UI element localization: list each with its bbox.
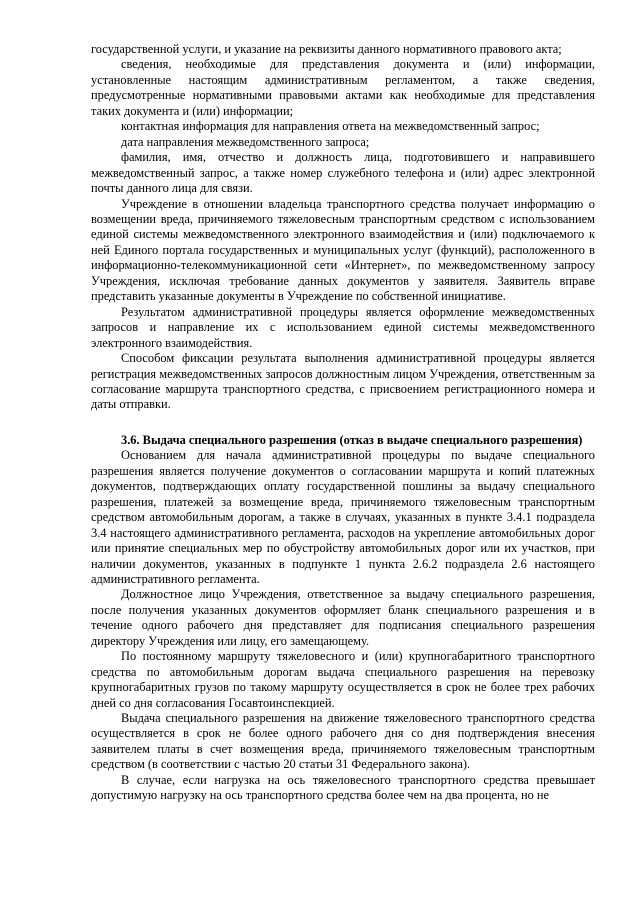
- paragraph-heavy-vehicle-permit: Выдача специального разрешения на движение тяжеловесного транспортного средства осуществляется в срок не более одного рабочего дня со дня подтверждения внесения заявителем платы в счет возмещения вреда, причиняемого тяжеловесным транспортным средством (в соответствии с частью 20 статьи 31 Федерального закона).: [91, 711, 595, 772]
- paragraph-damage-compensation-info: Учреждение в отношении владельца транспортного средства получает информацию о возмещении вреда, причиняемого тяжеловесным транспортным средством с использованием единой системы межведомственного электронного взаимодействия и (или) подключаемого к ней Единого портала государственных и муниципальных услуг (функций), расположенного в информационно-телекоммуникационной сети «Интернет», по межведомственному запросу Учреждения, исключая требование данных документов у заявителя. Заявитель вправе представить указанные документы в Учреждение по собственной инициативе.: [91, 196, 595, 304]
- paragraph-responsible-person: фамилия, имя, отчество и должность лица, подготовившего и направившего межведомственный запрос, а также номер служебного телефона и (или) адрес электронной почты данного лица для связи.: [91, 150, 595, 196]
- paragraph-permanent-route: По постоянному маршруту тяжеловесного и (или) крупногабаритного транспортного средства по автомобильным дорогам выдача специального разрешения на перевозку крупногабаритных грузов по такому маршруту осуществляется в срок не более трех рабочих дней со дня согласования Госавтоинспекцией.: [91, 649, 595, 710]
- paragraph-request-date: дата направления межведомственного запроса;: [121, 134, 370, 149]
- paragraph-required-information: сведения, необходимые для представления документа и (или) информации, установленные настоящим административным регламентом, а также сведения, предусмотренные нормативными правовыми актами как необходимые для представления таких документа и (или) информации;: [91, 57, 595, 118]
- paragraph-procedure-result: Результатом административной процедуры является оформление межведомственных запросов и направление их с использованием единой системы межведомственного электронного взаимодействия.: [91, 304, 595, 350]
- paragraph-axle-load: В случае, если нагрузка на ось тяжеловесного транспортного средства превышает допустимую нагрузку на ось транспортного средства более чем на два процента, но не: [91, 772, 595, 803]
- document-body: [91, 42, 595, 804]
- paragraph-official-responsibility: Должностное лицо Учреждения, ответственное за выдачу специального разрешения, после получения указанных документов оформляет бланк специального разрешения и в течение одного рабочего дня представляет для подписания специального разрешения директору Учреждения или лицу, его замещающему.: [91, 587, 595, 648]
- paragraph-procedure-basis: Основанием для начала административной процедуры по выдаче специального разрешения является получение документов о согласовании маршрута и копий платежных документов, подтверждающих оплату государственной пошлины за выдачу специального разрешения, платежей за возмещение вреда, причиняемого тяжеловесным транспортным средством автомобильным дорогам, а также в случаях, указанных в пункте 3.4.1 подраздела 3.4 настоящего административного регламента, расходов на укрепление автомобильных дорог или принятие специальных мер по обустройству автомобильных дорог или их участков, при наличии документов, указанных в подпункте 1 пункта 2.6.2 подраздела 2.6 настоящего административного регламента.: [91, 448, 595, 586]
- paragraph-result-recording: Способом фиксации результата выполнения административной процедуры является регистрация межведомственных запросов должностным лицом Учреждения, ответственным за согласование маршрута транспортного средства, с присвоением регистрационного номера и даты отправки.: [91, 351, 595, 412]
- paragraph-contact-information: контактная информация для направления ответа на межведомственный запрос;: [121, 119, 540, 134]
- section-heading-3-6: 3.6. Выдача специального разрешения (отказ в выдаче специального разрешения): [121, 432, 583, 447]
- paragraph-act-requisites: государственной услуги, и указание на реквизиты данного нормативного правового акта;: [91, 42, 562, 56]
